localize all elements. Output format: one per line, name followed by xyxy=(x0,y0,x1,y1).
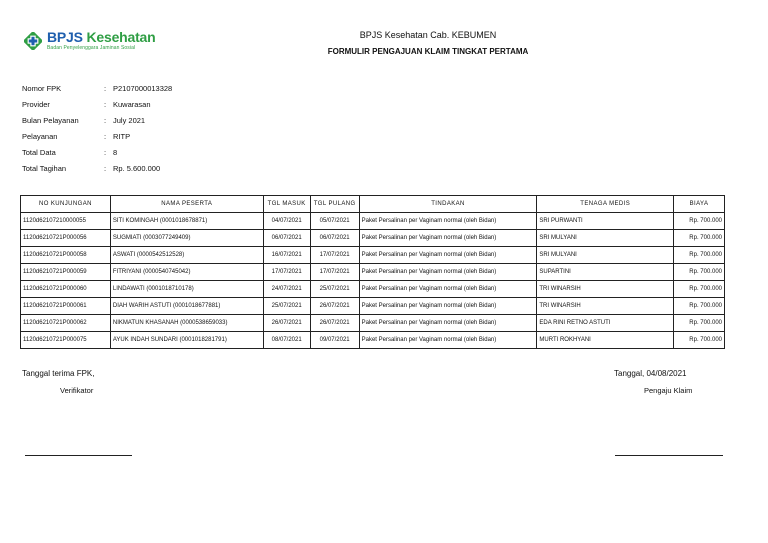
info-value: July 2021 xyxy=(113,115,146,125)
cell-cost: Rp. 700.000 xyxy=(674,230,725,247)
cell-visit-number: 1120d62107210000055 xyxy=(21,213,111,230)
cell-visit-number: 1120d6210721P000062 xyxy=(21,315,111,332)
info-value: 8 xyxy=(113,147,118,157)
info-label: Bulan Pelayanan xyxy=(22,115,79,125)
header-medical-staff: TENAGA MEDIS xyxy=(537,196,674,213)
cell-cost: Rp. 700.000 xyxy=(674,281,725,298)
cell-date-in: 24/07/2021 xyxy=(263,281,310,298)
cell-date-in: 08/07/2021 xyxy=(263,332,310,349)
info-label: Provider xyxy=(22,99,50,109)
cell-medical-staff: TRI WINARSIH xyxy=(537,298,674,315)
cell-participant-name: SITI KOMINGAH (0001018678871) xyxy=(110,213,263,230)
cell-participant-name: ASWATI (0000542512528) xyxy=(110,247,263,264)
cell-visit-number: 1120d6210721P000059 xyxy=(21,264,111,281)
logo-tagline: Badan Penyelenggara Jaminan Sosial xyxy=(47,45,136,51)
logo-name-part1: BPJS xyxy=(47,29,83,45)
cell-cost: Rp. 700.000 xyxy=(674,332,725,349)
cell-date-in: 26/07/2021 xyxy=(263,315,310,332)
table-row xyxy=(21,264,725,281)
cell-medical-staff: TRI WINARSIH xyxy=(537,281,674,298)
info-label: Total Data xyxy=(22,147,56,157)
header-visit-number: NO KUNJUNGAN xyxy=(21,196,111,213)
info-row-total-bill xyxy=(22,160,172,176)
cell-participant-name: SUGMIATI (0003077249409) xyxy=(110,230,263,247)
info-row-fpk-number xyxy=(22,80,172,96)
info-label: Total Tagihan xyxy=(22,163,67,173)
info-row-service-month xyxy=(22,112,172,128)
table-row xyxy=(21,213,725,230)
header-cost: BIAYA xyxy=(674,196,725,213)
cell-participant-name: LINDAWATI (0001018710178) xyxy=(110,281,263,298)
cell-procedure: Paket Persalinan per Vaginam normal (oleh Bidan) xyxy=(359,298,537,315)
cell-procedure: Paket Persalinan per Vaginam normal (oleh Bidan) xyxy=(359,315,537,332)
header-date-out: TGL PULANG xyxy=(310,196,359,213)
info-colon: : xyxy=(104,147,107,157)
info-value: P2107000013328 xyxy=(113,83,173,93)
cell-visit-number: 1120d6210721P000056 xyxy=(21,230,111,247)
info-value: RITP xyxy=(113,131,131,141)
claims-table xyxy=(20,195,725,349)
cell-date-out: 26/07/2021 xyxy=(310,298,359,315)
cell-procedure: Paket Persalinan per Vaginam normal (oleh Bidan) xyxy=(359,281,537,298)
cell-participant-name: AYUK INDAH SUNDARI (0001018281791) xyxy=(110,332,263,349)
header-date-in: TGL MASUK xyxy=(263,196,310,213)
info-colon: : xyxy=(104,163,107,173)
info-value: Kuwarasan xyxy=(113,99,151,109)
cell-visit-number: 1120d6210721P000058 xyxy=(21,247,111,264)
verifier-label: Verifikator xyxy=(60,386,94,395)
cell-date-in: 16/07/2021 xyxy=(263,247,310,264)
form-title: FORMULIR PENGAJUAN KLAIM TINGKAT PERTAMA xyxy=(327,47,529,56)
claimant-signature-line xyxy=(615,455,723,456)
logo-name-part2: Kesehatan xyxy=(86,29,156,45)
cell-cost: Rp. 700.000 xyxy=(674,247,725,264)
header-participant-name: NAMA PESERTA xyxy=(110,196,263,213)
table-row xyxy=(21,247,725,264)
cell-cost: Rp. 700.000 xyxy=(674,264,725,281)
cell-date-out: 17/07/2021 xyxy=(310,247,359,264)
info-colon: : xyxy=(104,131,107,141)
claimant-label: Pengaju Klaim xyxy=(644,386,693,395)
info-row-total-data xyxy=(22,144,172,160)
cell-procedure: Paket Persalinan per Vaginam normal (oleh Bidan) xyxy=(359,230,537,247)
claim-info xyxy=(22,80,172,176)
cell-visit-number: 1120d6210721P000075 xyxy=(21,332,111,349)
table-row xyxy=(21,332,725,349)
cell-date-out: 06/07/2021 xyxy=(310,230,359,247)
cell-procedure: Paket Persalinan per Vaginam normal (oleh Bidan) xyxy=(359,247,537,264)
cell-cost: Rp. 700.000 xyxy=(674,298,725,315)
cell-cost: Rp. 700.000 xyxy=(674,315,725,332)
cell-date-out: 17/07/2021 xyxy=(310,264,359,281)
info-label: Pelayanan xyxy=(22,131,58,141)
info-row-provider xyxy=(22,96,172,112)
cell-date-out: 26/07/2021 xyxy=(310,315,359,332)
cell-medical-staff: SUPARTINI xyxy=(537,264,674,281)
info-label: Nomor FPK xyxy=(22,83,62,93)
received-date-label: Tanggal terima FPK, xyxy=(22,369,95,378)
header-procedure: TINDAKAN xyxy=(359,196,537,213)
cell-procedure: Paket Persalinan per Vaginam normal (oleh Bidan) xyxy=(359,264,537,281)
cell-medical-staff: SRI MULYANI xyxy=(537,230,674,247)
submission-date: Tanggal, 04/08/2021 xyxy=(614,369,687,378)
cell-participant-name: NIKMATUN KHASANAH (0000538659033) xyxy=(110,315,263,332)
cell-date-in: 17/07/2021 xyxy=(263,264,310,281)
cell-procedure: Paket Persalinan per Vaginam normal (oleh Bidan) xyxy=(359,332,537,349)
info-value: Rp. 5.600.000 xyxy=(113,163,161,173)
cell-medical-staff: MURTI ROKHYANI xyxy=(537,332,674,349)
cell-date-in: 04/07/2021 xyxy=(263,213,310,230)
cell-date-in: 06/07/2021 xyxy=(263,230,310,247)
cell-date-out: 09/07/2021 xyxy=(310,332,359,349)
info-colon: : xyxy=(104,115,107,125)
table-row xyxy=(21,230,725,247)
cell-procedure: Paket Persalinan per Vaginam normal (oleh Bidan) xyxy=(359,213,537,230)
cell-date-out: 05/07/2021 xyxy=(310,213,359,230)
cell-visit-number: 1120d6210721P000060 xyxy=(21,281,111,298)
cell-participant-name: FITRIYANI (0000540745042) xyxy=(110,264,263,281)
info-colon: : xyxy=(104,83,107,93)
cell-date-out: 25/07/2021 xyxy=(310,281,359,298)
cell-date-in: 25/07/2021 xyxy=(263,298,310,315)
cell-medical-staff: EDA RINI RETNO ASTUTI xyxy=(537,315,674,332)
verifier-signature-line xyxy=(25,455,132,456)
cell-cost: Rp. 700.000 xyxy=(674,213,725,230)
cell-participant-name: DIAH WARIH ASTUTI (0001018677881) xyxy=(110,298,263,315)
table-row xyxy=(21,281,725,298)
table-header-row xyxy=(21,196,725,213)
info-colon: : xyxy=(104,99,107,109)
cell-medical-staff: SRI PURWANTI xyxy=(537,213,674,230)
cell-visit-number: 1120d6210721P000061 xyxy=(21,298,111,315)
table-row xyxy=(21,315,725,332)
cell-medical-staff: SRI MULYANI xyxy=(537,247,674,264)
table-row xyxy=(21,298,725,315)
office-name: BPJS Kesehatan Cab. KEBUMEN xyxy=(359,30,497,40)
info-row-service-type xyxy=(22,128,172,144)
